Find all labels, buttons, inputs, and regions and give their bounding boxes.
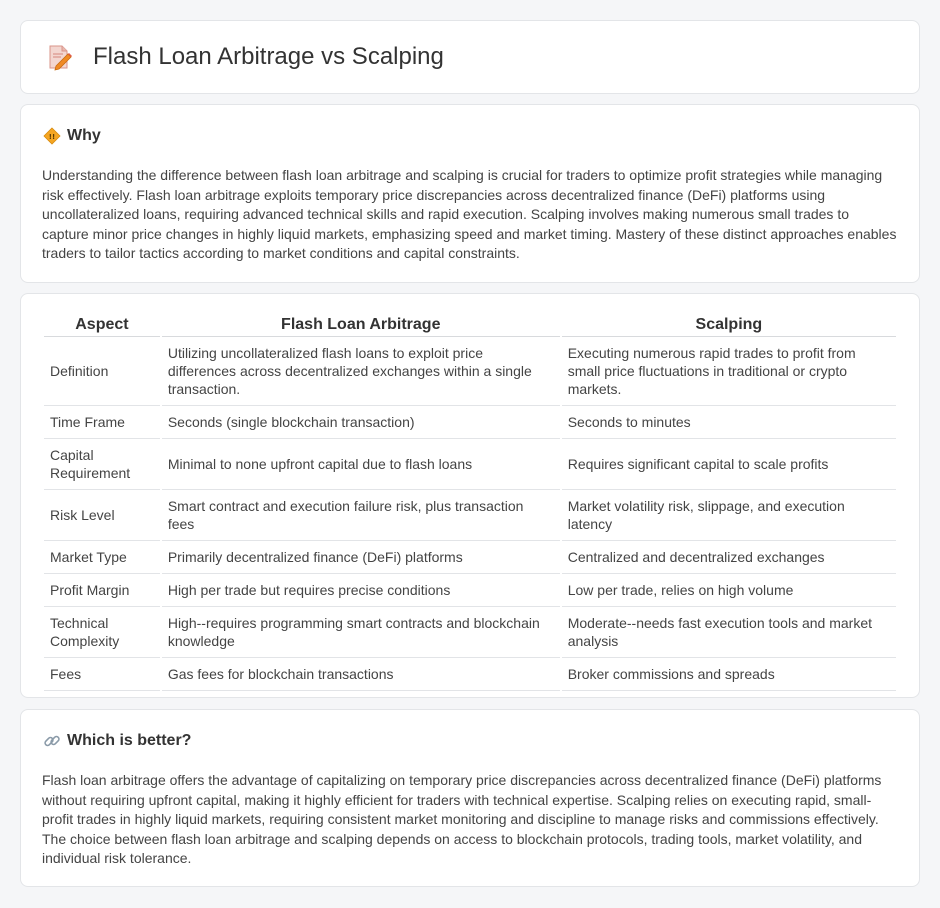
row-aspect: Time Frame [44, 406, 160, 439]
diamond-icon [43, 127, 61, 145]
table-row [44, 607, 896, 658]
row-scalping: Seconds to minutes [562, 406, 896, 439]
row-aspect: Technical Complexity [44, 607, 160, 658]
row-flash-loan: Primarily decentralized finance (DeFi) platforms [162, 541, 560, 574]
row-flash-loan: High--requires programming smart contracts and blockchain knowledge [162, 607, 560, 658]
table-row [44, 541, 896, 574]
row-aspect: Market Type [44, 541, 160, 574]
row-scalping: Moderate--needs fast execution tools and market analysis [562, 607, 896, 658]
row-aspect: Capital Requirement [44, 439, 160, 490]
document-pencil-icon [45, 43, 73, 71]
comparison-table [42, 316, 898, 691]
better-title: Which is better? [67, 732, 192, 749]
which-is-better-section [20, 709, 920, 887]
row-scalping: Executing numerous rapid trades to profit from small price fluctuations in traditional or crypto markets. [562, 337, 896, 406]
row-flash-loan: Minimal to none upfront capital due to flash loans [162, 439, 560, 490]
row-scalping: Broker commissions and spreads [562, 658, 896, 691]
row-scalping: Centralized and decentralized exchanges [562, 541, 896, 574]
row-scalping: Market volatility risk, slippage, and execution latency [562, 490, 896, 541]
table-header-row [44, 316, 896, 337]
page-title: Flash Loan Arbitrage vs Scalping [93, 43, 444, 70]
better-header [43, 732, 191, 750]
svg-text:!!: !! [48, 133, 56, 141]
title-card [20, 20, 920, 94]
row-aspect: Definition [44, 337, 160, 406]
table-row [44, 337, 896, 406]
why-title: Why [67, 127, 101, 144]
row-flash-loan: High per trade but requires precise conditions [162, 574, 560, 607]
table-row [44, 439, 896, 490]
header-scalping: Scalping [562, 316, 896, 337]
row-aspect: Risk Level [44, 490, 160, 541]
row-aspect: Profit Margin [44, 574, 160, 607]
row-flash-loan: Utilizing uncollateralized flash loans to exploit price differences across decentralized exchanges within a single transaction. [162, 337, 560, 406]
table-row [44, 406, 896, 439]
why-header [43, 127, 101, 145]
link-icon [43, 732, 61, 750]
why-section [20, 104, 920, 283]
table-row [44, 658, 896, 691]
comparison-section [20, 293, 920, 698]
title-row [45, 43, 444, 71]
row-flash-loan: Seconds (single blockchain transaction) [162, 406, 560, 439]
row-flash-loan: Smart contract and execution failure risk, plus transaction fees [162, 490, 560, 541]
header-aspect: Aspect [44, 316, 160, 337]
header-flash-loan: Flash Loan Arbitrage [162, 316, 560, 337]
row-aspect: Fees [44, 658, 160, 691]
row-flash-loan: Gas fees for blockchain transactions [162, 658, 560, 691]
row-scalping: Low per trade, relies on high volume [562, 574, 896, 607]
why-text: Understanding the difference between flash loan arbitrage and scalping is crucial for traders to optimize profit strategies while managing risk effectively. Flash loan arbitrage exploits temporary price discrepancies across decentralized finance (DeFi) platforms using uncollateralized loans, requiring advanced technical skills and rapid execution. Scalping involves making numerous small trades to capture minor price changes in highly liquid markets, emphasizing speed and market timing. Mastery of these distinct approaches enables traders to tailor tactics according to market conditions and capital constraints. [42, 167, 897, 261]
row-scalping: Requires significant capital to scale profits [562, 439, 896, 490]
table-row [44, 490, 896, 541]
better-text: Flash loan arbitrage offers the advantage of capitalizing on temporary price discrepancies across decentralized finance (DeFi) platforms without requiring upfront capital, making it highly efficient for traders with technical expertise. Scalping relies on executing rapid, small-profit trades in highly liquid markets, requiring consistent market monitoring and discipline to manage risks and commissions effectively. The choice between flash loan arbitrage and scalping depends on access to blockchain protocols, trading tools, market volatility, and individual risk tolerance. [42, 772, 882, 866]
table-row [44, 574, 896, 607]
